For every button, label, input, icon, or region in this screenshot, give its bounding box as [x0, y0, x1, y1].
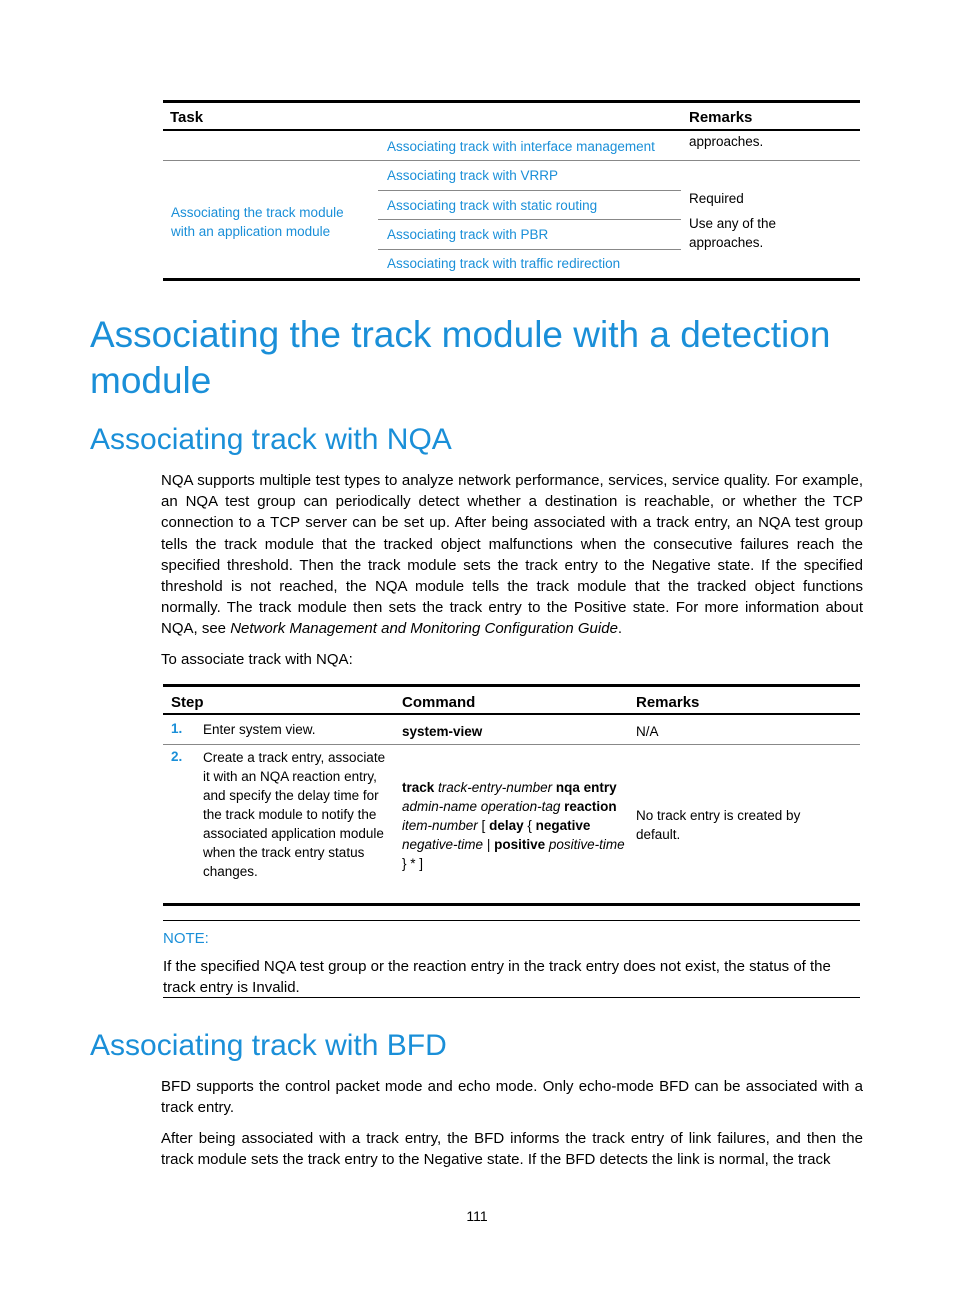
- nqa-paragraph: [161, 470, 863, 640]
- step-description: Enter system view.: [203, 722, 316, 737]
- note-top-rule: [163, 920, 860, 921]
- cmd-symbol: {: [527, 818, 532, 833]
- link-pbr[interactable]: Associating track with PBR: [387, 227, 549, 242]
- cmd-symbol: [: [481, 818, 486, 833]
- section-title-nqa: Associating track with NQA: [90, 423, 452, 456]
- table-top-rule: [163, 684, 860, 687]
- step-remarks: N/A: [636, 724, 659, 739]
- table-top-rule: [163, 100, 860, 103]
- link-traffic-redirection[interactable]: Associating track with traffic redirection: [387, 256, 621, 271]
- cmd-arg: admin-name operation-tag: [402, 799, 561, 814]
- cmd-arg: item-number: [402, 818, 478, 833]
- step-description: Create a track entry, associate it with an NQA reaction entry, and specify the delay time for the track module to notify the associated application module when the track entry status changes.: [203, 750, 386, 879]
- link-interface-management[interactable]: Associating track with interface management: [387, 139, 655, 154]
- note-bottom-rule: [163, 997, 860, 998]
- nqa-intro: To associate track with NQA:: [161, 651, 353, 668]
- cmd-keyword: negative: [535, 818, 591, 833]
- command-track-nqa: [402, 778, 630, 873]
- row-divider: [378, 249, 681, 250]
- col-header-task: Task: [170, 109, 204, 126]
- col-header-remarks: Remarks: [689, 109, 753, 126]
- row-divider: [163, 744, 860, 745]
- cmd-arg: positive-time: [548, 837, 625, 852]
- nqa-paragraph-end: .: [617, 620, 623, 638]
- task-application-module: Associating the track module with an application module: [171, 205, 344, 239]
- cmd-symbol: } * ]: [402, 856, 424, 871]
- cmd-arg: negative-time: [402, 837, 484, 852]
- cmd-arg: track-entry-number: [438, 780, 553, 795]
- header-rule: [163, 713, 860, 715]
- nqa-paragraph-text: NQA supports multiple test types to analyze network performance, services, service quality. For example, an NQA test group can periodically detect whether a destination is reachable, or whether the TCP connection to a TCP server can be set up. After being associated with a track entry, an NQA test group tells the track module that the tracked object malfunctions when the consecutive failures reach the specified threshold. Then the track module sets the track entry to the Negative state. If the specified threshold is not reached, the NQA module tells the track module that the tracked object functions normally. The track module then sets the track entry to the Positive state. For more information about NQA, see: [161, 472, 863, 638]
- note-label: NOTE:: [163, 930, 209, 947]
- cmd-keyword: track: [402, 780, 435, 795]
- row-divider: [163, 160, 860, 161]
- nqa-guide-reference: Network Management and Monitoring Configuration Guide: [230, 620, 618, 638]
- table-bottom-rule: [163, 903, 860, 906]
- note-text: If the specified NQA test group or the reaction entry in the track entry does not exist, the status of the track entry is Invalid.: [163, 958, 831, 997]
- command-system-view: system-view: [402, 724, 483, 739]
- remarks-required: Required: [689, 191, 744, 206]
- step-number: 1.: [171, 721, 183, 736]
- col-header-remarks: Remarks: [636, 694, 700, 711]
- page-number: 111: [466, 1208, 488, 1224]
- table-bottom-rule: [163, 278, 860, 281]
- step-number: 2.: [171, 749, 183, 764]
- cmd-keyword: reaction: [564, 799, 617, 814]
- remarks-continuation: approaches.: [689, 134, 764, 149]
- cmd-keyword: nqa entry: [555, 780, 617, 795]
- link-vrrp[interactable]: Associating track with VRRP: [387, 168, 559, 183]
- col-header-step: Step: [171, 694, 204, 711]
- cmd-keyword: delay: [489, 818, 524, 833]
- bfd-paragraph-2: After being associated with a track entry, the BFD informs the track entry of link failures, and then the track module sets the track entry to the Negative state. If the BFD detects the link is normal, the track: [161, 1130, 863, 1169]
- header-rule: [163, 129, 860, 131]
- cmd-symbol: |: [486, 837, 491, 852]
- bfd-paragraph-1: BFD supports the control packet mode and echo mode. Only echo-mode BFD can be associated with a track entry.: [161, 1078, 863, 1117]
- chapter-heading: Associating the track module with a detection module: [90, 314, 831, 401]
- step-remarks: No track entry is created by default.: [636, 808, 801, 842]
- remarks-use-any: Use any of the approaches.: [689, 216, 777, 250]
- row-divider: [378, 190, 681, 191]
- section-title-bfd: Associating track with BFD: [90, 1029, 447, 1062]
- row-divider: [378, 219, 681, 220]
- cmd-keyword: positive: [494, 837, 546, 852]
- col-header-command: Command: [402, 694, 476, 711]
- link-static-routing[interactable]: Associating track with static routing: [387, 198, 598, 213]
